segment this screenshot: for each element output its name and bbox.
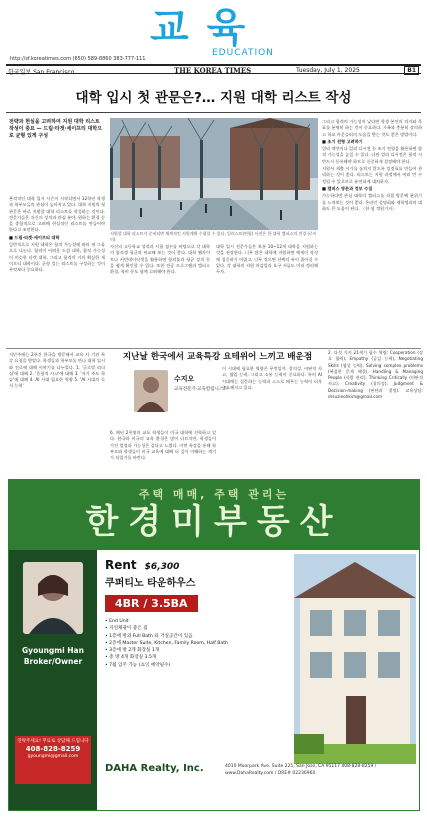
rent-label: Rent (105, 558, 137, 572)
agent-name: Gyoungmi Han (22, 646, 84, 655)
page-number: B1 (404, 66, 419, 75)
bed-bath-badge: 4BR / 3.5BA (105, 595, 198, 612)
article-column-4 (322, 119, 422, 345)
masthead (0, 0, 427, 80)
article-subhead: ■ 조기 전형 고려하기 (322, 138, 363, 144)
listing-title: 쿠퍼티노 타운하우스 (105, 578, 196, 589)
photo-caption: 지원할 대학 리스트가 준비되면 체계적인 지원계획 수립할 수 있다. 일러스트(연합) 사진은 한 대학 캠퍼스의 전경 (로이터) (110, 231, 317, 242)
issue-date: Tuesday, July 1, 2025 (296, 67, 360, 74)
section-title: 교육 (150, 5, 264, 51)
section-subtitle: EDUCATION (212, 48, 274, 58)
article-paragraph: 6. 매년 2천명의 교포 학생들이 미국 대학에 진학하고 있다. 한국과 미국의 교육 환경은 많이 다르지만, 학생들이 가진 열정과 가능성은 같다고 느꼈다. 이번 특강을 통해 학부모와 학생들이 미국 교육에 대해 더 깊이 이해하는 계기가 되었기를 바란다. (110, 430, 216, 461)
townhouse-photo (294, 554, 416, 764)
paper-logo: THE KOREA TIMES (174, 66, 252, 75)
agent-panel (9, 550, 97, 810)
column-headline: 지난날 한국에서 교육특강 요테위어 느끼고 배운점 (122, 352, 313, 362)
campus-illustration (110, 118, 318, 230)
article-column-2 (110, 244, 210, 344)
lede-summary: 전략과 현실을 고려하여 지원 대학 리스트 작성이 중요 — 드림·타겟·세이프티 대학으로 균형 있게 구성 (9, 119, 103, 139)
ad-banner (9, 480, 419, 550)
main-headline: 대학 입시 첫 관문은?… 지원 대학 리스트 작성 (75, 90, 352, 106)
column2-right (222, 366, 322, 476)
contact-note: 연락주세요! 무료로 상담해 드립니다 (17, 739, 89, 744)
feature-item: • 1층에 방과 Full Bath 와 거실공간이 있음 (105, 633, 193, 639)
article-paragraph: 지원서 제출 시기를 놓치지 않도록 일정표를 만들어 관리하는 것이 좋다. 리스트는 지원 과정에서 여러 번 수정될 수 있으므로 유연하게 대처하자. (322, 166, 422, 184)
feature-item: • End Unit (105, 619, 129, 624)
section-divider (6, 348, 421, 349)
article-subhead: ■ 캠퍼스 방문과 정보 수집 (322, 185, 373, 191)
article-paragraph: 대학 입시 전문가들은 보통 10~12개 대학을 지원하는 것을 권장한다. 너무 많은 대학에 지원하면 에세이 작성에 집중하기 어렵고, 너무 적으면 선택의 폭이 좁아질 수 있다. 각 대학의 지원 마감일과 요구 서류도 미리 정리해 두자. (216, 244, 318, 275)
real-estate-ad (8, 479, 420, 811)
phone-number: 408-828-8259 (25, 745, 81, 753)
ad-company-name: 한경미부동산 (85, 502, 343, 542)
header-url: http://sf.koreatimes.com (650) 589-8860 383-777-111 (10, 56, 146, 62)
feature-item: • 총 방 4개 화장실 3.5개 (105, 655, 157, 661)
author-photo (134, 370, 168, 412)
headline-divider (6, 112, 421, 113)
agent-photo (23, 562, 83, 634)
column2-middle (110, 430, 216, 476)
article-paragraph: 일반적으로 지원 대학은 합격 가능성에 따라 세 그룹으로 나눈다. 합격이 어려운 드림 대학, 합격 가능성이 비슷한 타겟 대학, 그리고 합격이 거의 확실한 세이프티 대학이다. 균형 있는 리스트를 구성하는 것이 무엇보다 중요하다. (9, 242, 105, 273)
article-paragraph: 자신의 고등학교 성적과 시험 점수를 바탕으로 각 대학의 합격생 평균과 비교해 보는 것이 좋다. 대학 웹사이트나 커먼데이터셋을 활용하면 합격률과 평균 성적 등을 쉽게 확인할 수 있다. 또한 전공 프로그램과 캠퍼스 환경, 학비 등도 함께 고려해야 한다. (110, 244, 210, 275)
article-paragraph: 그리고 합격의 가능성이 낮다면 학생 본인의 의지와 목표를 분명히 하는 것이 중요하다. 가족과 충분히 상의하고 학교 카운슬러의 도움을 받는 것도 좋은 방법이다. (322, 119, 422, 137)
agent-title: Broker/Owner (23, 657, 83, 666)
rent-price: $6,300 (144, 562, 180, 572)
article-paragraph: 이 시대에 필요한 역량은 무엇일까. 창의성, 비판적 사고, 협업 능력, 그리고 소통 능력이 중요하다. 특히 AI 시대에는 질문하는 능력과 스스로 배우는 능력이 더욱 중요해지고 있다. (222, 366, 322, 390)
email-address: gyoungmi@gmail.com (27, 754, 79, 759)
article-paragraph: 본격적인 대학 입시 시즌이 시작되면서 12학년 학생과 학부모들의 관심이 높아지고 있다. 대학 지원의 첫 관문은 바로 지원할 대학 리스트를 작성하는 것이다. 전문가들은 자신의 성적과 관심 분야, 원하는 환경 등을 종합적으로 고려해 현실적인 리스트를 만들어야 한다고 조언한다. (9, 196, 105, 233)
article-column-3 (216, 244, 318, 344)
author-name: 수지오 (174, 375, 195, 383)
article-paragraph: 얼리 액션이나 얼리 디시전 등 조기 전형을 활용하면 합격 가능성을 높일 수 있다. 다만 얼리 디시전은 합격 시 반드시 등록해야 하므로 신중하게 결정해야 한다. (322, 146, 422, 164)
article-column-1 (9, 196, 105, 344)
edition-label: 한국일보 San Francisco (8, 69, 75, 76)
article-subhead: ■ 드림·타겟·세이프티 대학 (9, 234, 60, 240)
article-paragraph: 지난주에는 2주간 한국을 방문해서 교육 사 기관 특강 요청을 받았다. 학생들과 학부모를 만나 대학 입시와 진로에 대해 이야기를 나누었다. 1. '글로벌 리더십'에 대해 2. '융합적 사고'에 대해 3. '자기 주도 학습'에 대해 4. AI 시대 필요한 역량 5. 'AI 시대의 독서 능력' (9, 352, 105, 389)
feature-item: • 3층에 방 2개 화장실 1개 (105, 648, 160, 654)
column2-left (9, 352, 105, 474)
listing-features (105, 618, 290, 669)
author-title: 교육전문가·교육칼럼니스트 (174, 387, 228, 392)
listing-details (105, 558, 290, 669)
company-address: 4010 Moorpark Ave. Suite 225, San Jose, CA 95117 408-828-8259 / www.DahaRealty.com / DRE# 02236960 (225, 764, 377, 776)
article-paragraph: 가능하다면 관심 대학의 캠퍼스를 직접 방문해 분위기를 느껴보는 것이 좋다. 온라인 설명회와 재학생과의 대화도 큰 도움이 된다. 〈한 힘 객원기자〉 (322, 193, 422, 211)
feature-item: • 7월 입주 가능 (쇼잉 예약필수) (105, 662, 171, 668)
feature-item: • 2층에 Master Suite, Kitchen, Family Room, Half Bath (105, 640, 228, 646)
article-paragraph: 2. 다섯 가지 21세기 필수 역량: Cooperation (상호 협력), Empathy (공감 능력), Negotiating Skills (협상 능력), Solving complex problems (복잡한 문제 해결), Handling & Managing People (사람 관리), Thinking Critically (비판적 사고), Creativity (창의성), Judgment & Decision-making (판단과 결정). 교육상담: drsuzieohkim@gmail.com (328, 350, 423, 400)
contact-box (15, 736, 91, 784)
company-name: DAHA Realty, Inc. (105, 763, 204, 774)
campus-photo (110, 118, 318, 230)
ad-kicker: 주택 매매, 주택 관리는 (138, 488, 290, 501)
column2-sidebar (328, 350, 423, 474)
feature-item: • 자연채광이 좋은 집 (105, 626, 148, 632)
header-bar (6, 64, 421, 74)
